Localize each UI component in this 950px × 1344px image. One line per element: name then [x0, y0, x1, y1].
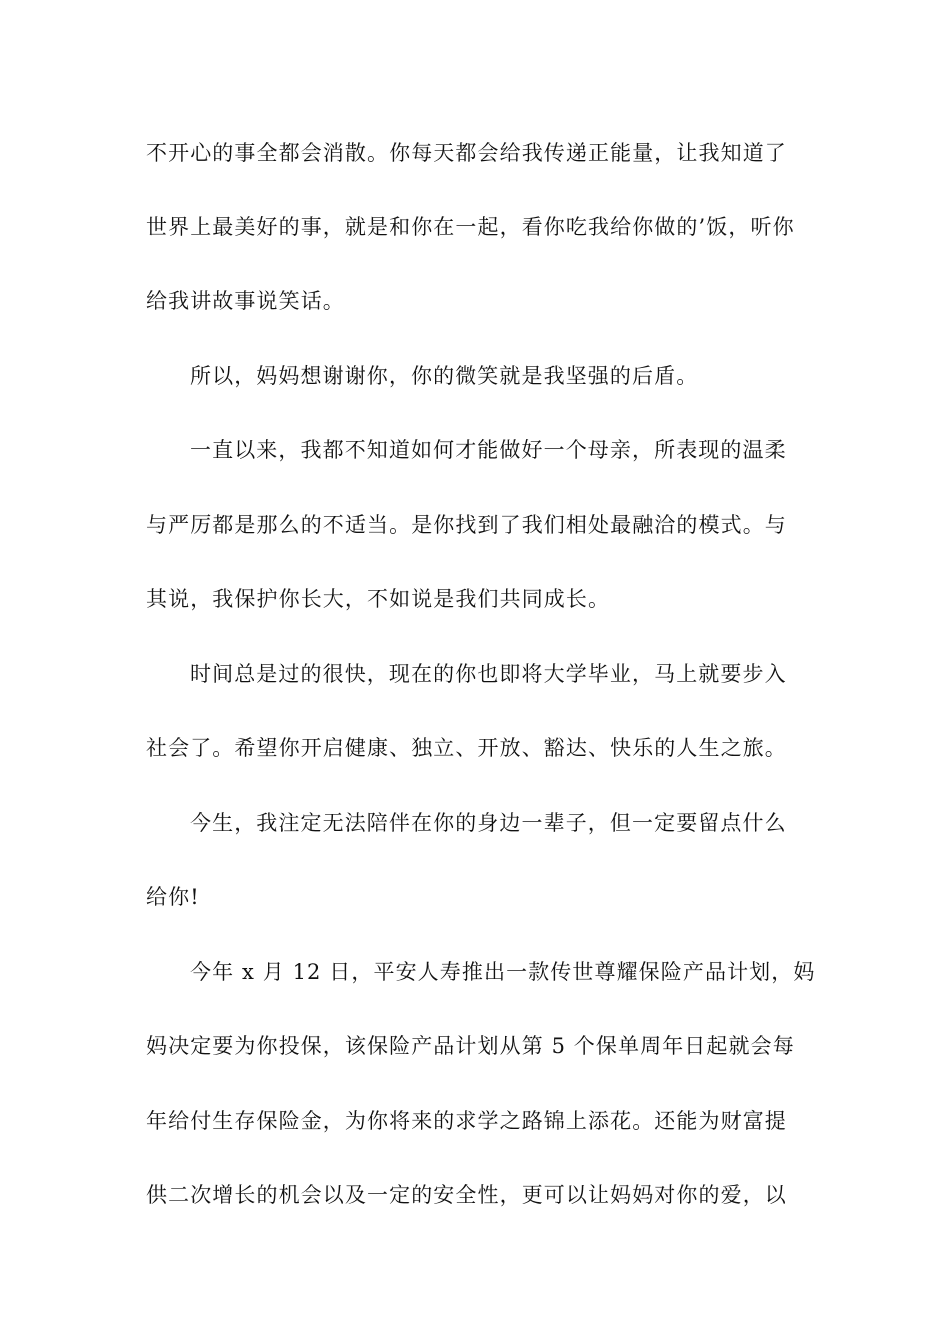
text-line: 不开心的事全都会消散。你每天都会给我传递正能量，让我知道了	[146, 141, 787, 165]
text-line: 其说，我保护你长大，不如说是我们共同成长。	[146, 587, 611, 611]
paragraph-start-line: 一直以来，我都不知道如何才能做好一个母亲，所表现的温柔	[190, 438, 787, 462]
text-line: 世界上最美好的事，就是和你在一起，看你吃我给你做的’饭，听你	[146, 215, 795, 239]
paragraph-start-line: 时间总是过的很快，现在的你也即将大学毕业，马上就要步入	[190, 662, 787, 686]
text-line: 供二次增长的机会以及一定的安全性，更可以让妈妈对你的爱，以	[146, 1183, 787, 1207]
paragraph-start-line: 今年 x 月 12 日，平安人寿推出一款传世尊耀保险产品计划，妈	[190, 960, 816, 984]
paragraph-start-line: 所以，妈妈想谢谢你，你的微笑就是我坚强的后盾。	[190, 364, 699, 388]
text-line: 给我讲故事说笑话。	[146, 289, 345, 313]
text-line: 给你!	[146, 885, 200, 909]
paragraph-start-line: 今生，我注定无法陪伴在你的身边一辈子，但一定要留点什么	[190, 811, 787, 835]
text-line: 年给付生存保险金，为你将来的求学之路锦上添花。还能为财富提	[146, 1109, 787, 1133]
text-line: 妈决定要为你投保，该保险产品计划从第 5 个保单周年日起就会每	[146, 1034, 795, 1058]
text-line: 与严厉都是那么的不适当。是你找到了我们相处最融洽的模式。与	[146, 513, 787, 537]
text-line: 社会了。希望你开启健康、独立、开放、豁达、快乐的人生之旅。	[146, 736, 787, 760]
